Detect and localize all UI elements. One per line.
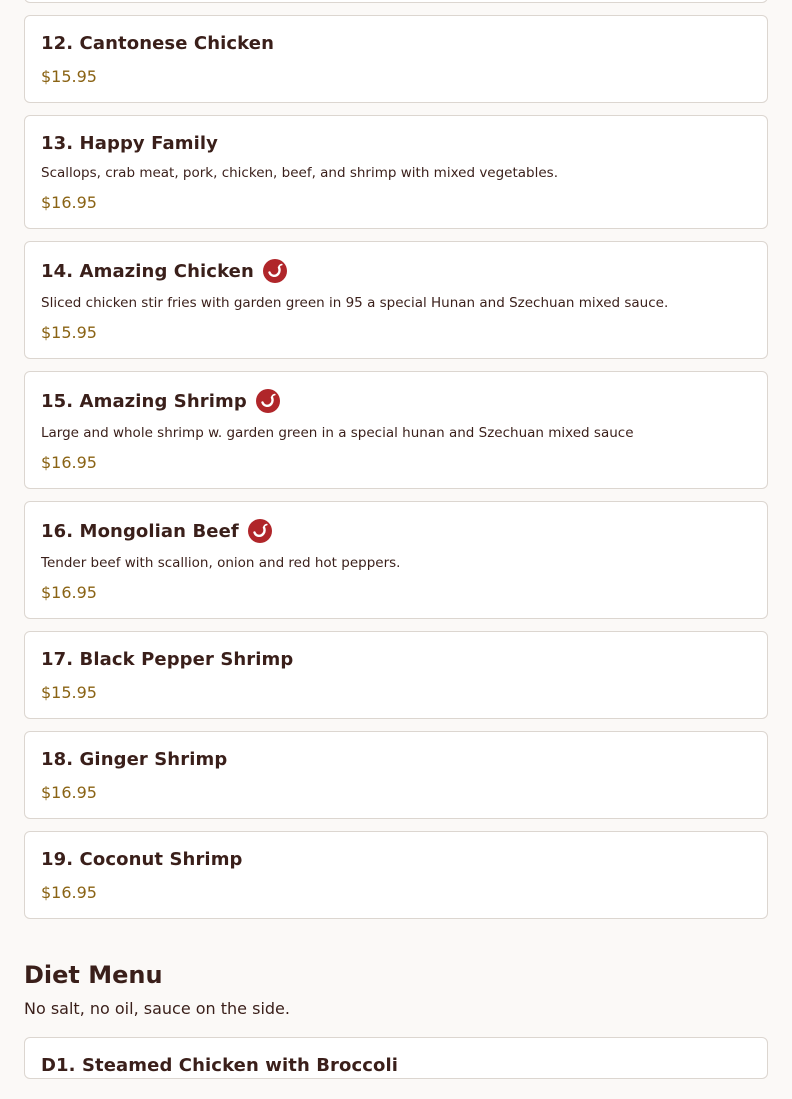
menu-item-price: $15.95 <box>41 683 97 702</box>
menu-item-price: $16.95 <box>41 453 97 472</box>
menu-item-card[interactable] <box>24 831 768 919</box>
menu-item-price: $16.95 <box>41 583 97 602</box>
menu-item-description: Sliced chicken stir fries with garden green in 95 a special Hunan and Szechuan mixed sauce. <box>41 295 669 311</box>
menu-item-title: 17. Black Pepper Shrimp <box>41 648 294 670</box>
menu-item-description: Large and whole shrimp w. garden green in a special hunan and Szechuan mixed sauce <box>41 425 634 441</box>
menu-item-card[interactable] <box>24 631 768 719</box>
menu-item-price: $16.95 <box>41 783 97 802</box>
menu-item-price: $16.95 <box>41 883 97 902</box>
chili-pepper-icon <box>263 259 287 283</box>
menu-item-card[interactable] <box>24 115 768 229</box>
menu-item-card[interactable] <box>24 1037 768 1079</box>
menu-item-card[interactable] <box>24 15 768 103</box>
menu-item-price: $16.95 <box>41 193 97 212</box>
menu-item-title: 14. Amazing Chicken <box>41 260 254 282</box>
menu-item-price: $15.95 <box>41 323 97 342</box>
menu-page <box>24 0 768 1091</box>
menu-item-card-previous[interactable] <box>24 0 768 3</box>
chili-pepper-icon <box>256 389 280 413</box>
menu-item-title: 19. Coconut Shrimp <box>41 848 243 870</box>
menu-item-title: 15. Amazing Shrimp <box>41 390 247 412</box>
menu-item-title: D1. Steamed Chicken with Broccoli <box>41 1054 399 1076</box>
section-title: Diet Menu <box>24 961 163 989</box>
menu-item-card[interactable] <box>24 731 768 819</box>
menu-item-description: Tender beef with scallion, onion and red hot peppers. <box>41 555 401 571</box>
menu-item-title: 13. Happy Family <box>41 132 218 154</box>
chili-pepper-icon <box>248 519 272 543</box>
menu-item-title: 18. Ginger Shrimp <box>41 748 228 770</box>
menu-item-title: 12. Cantonese Chicken <box>41 32 274 54</box>
menu-item-card[interactable] <box>24 371 768 489</box>
menu-item-title: 16. Mongolian Beef <box>41 520 239 542</box>
section-subtitle: No salt, no oil, sauce on the side. <box>24 999 290 1018</box>
menu-item-price: $15.95 <box>41 67 97 86</box>
menu-item-card[interactable] <box>24 501 768 619</box>
menu-item-card[interactable] <box>24 241 768 359</box>
menu-item-description: Scallops, crab meat, pork, chicken, beef, and shrimp with mixed vegetables. <box>41 165 559 181</box>
